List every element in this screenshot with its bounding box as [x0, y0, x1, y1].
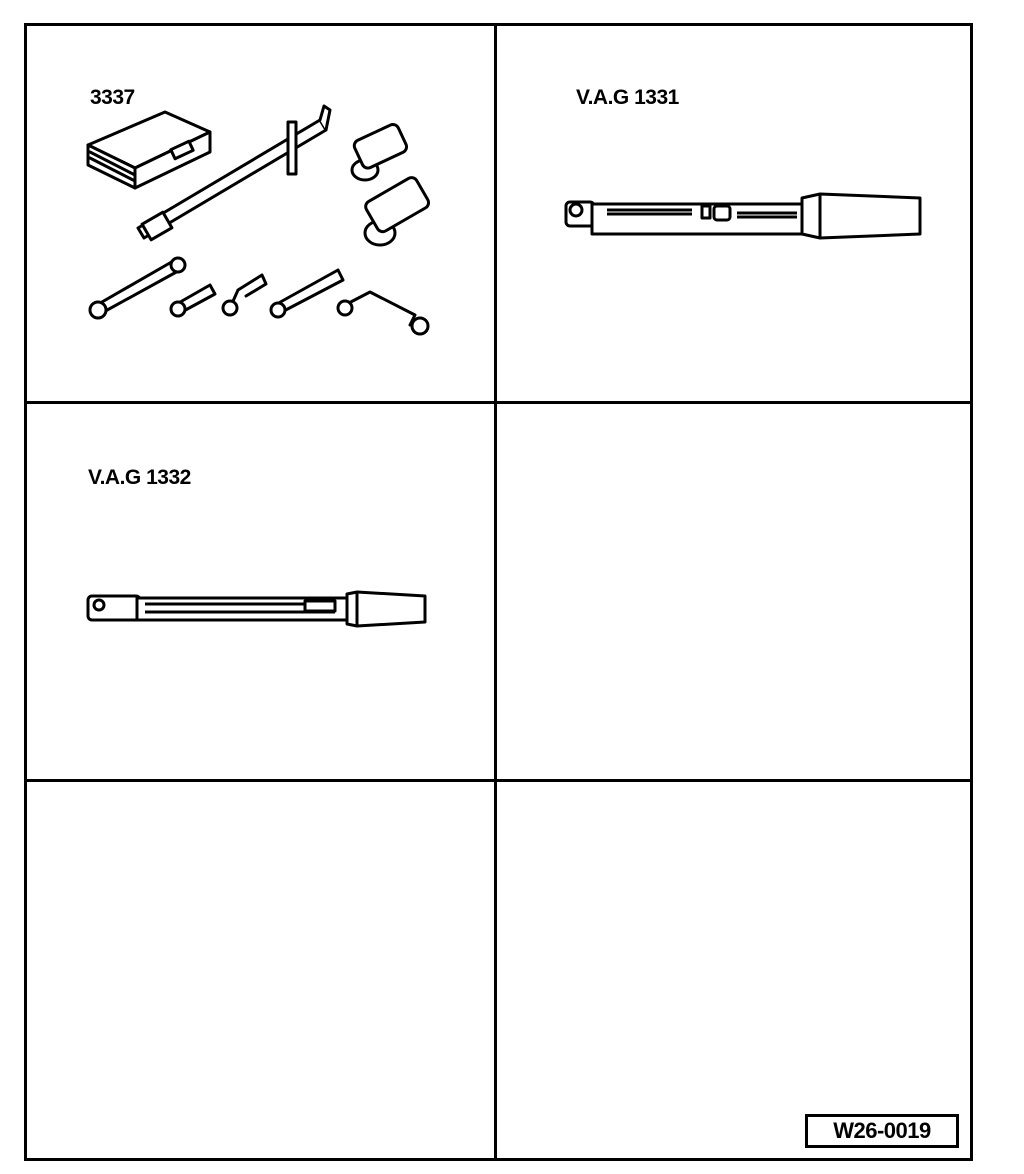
torque-wrench-1332-illustration [85, 588, 430, 628]
figure-code-box [805, 1114, 959, 1148]
cell-4-empty [497, 404, 970, 779]
cell-6-empty [497, 782, 970, 1158]
tool-set-3337-illustration [80, 100, 450, 345]
figure-code: W26-0019 [833, 1118, 931, 1143]
cell-2-label: V.A.G 1331 [576, 86, 679, 109]
cell-1-label: 3337 [90, 86, 135, 109]
cell-3-label: V.A.G 1332 [88, 466, 191, 489]
torque-wrench-1331-illustration [562, 188, 927, 243]
cell-5-empty [27, 782, 494, 1158]
